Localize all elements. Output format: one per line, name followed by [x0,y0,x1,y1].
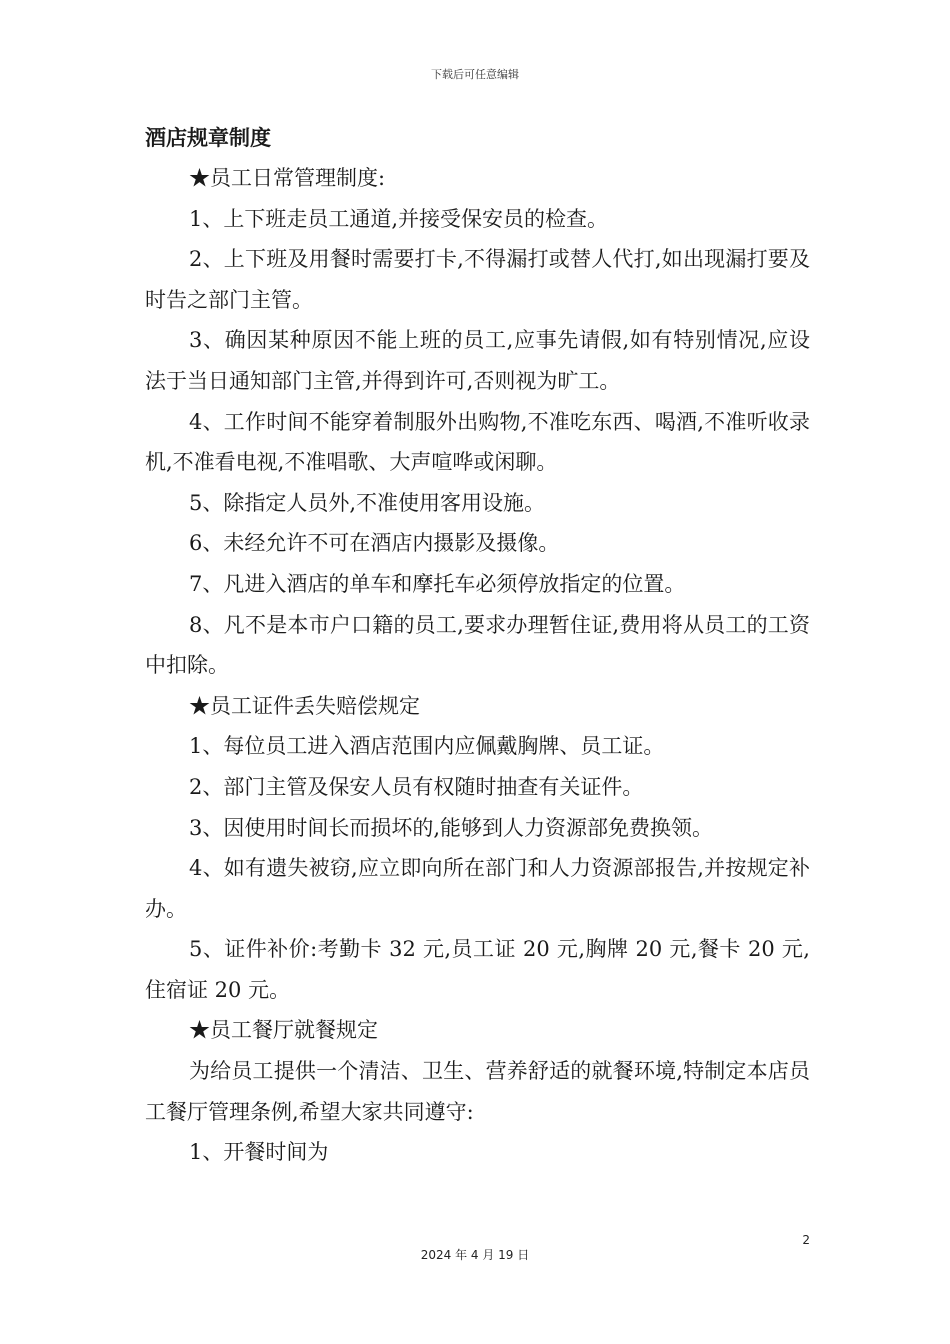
rule-item: 3、确因某种原因不能上班的员工,应事先请假,如有特别情况,应设法于当日通知部门主管,并得到许可,否则视为旷工。 [145,328,810,393]
page-header: 下载后可任意编辑 [431,68,519,81]
rule-item: 4、工作时间不能穿着制服外出购物,不准吃东西、喝酒,不准听收录机,不准看电视,不准唱歌、大声喧哗或闲聊。 [145,409,810,475]
page-number: 2 [802,1233,810,1247]
section-heading-daily-management: ★员工日常管理制度: [189,166,386,190]
rule-item: 2、部门主管及保安人员有权随时抽查有关证件。 [189,774,644,799]
rule-item: 5、除指定人员外,不准使用客用设施。 [189,490,546,515]
rule-item: 5、证件补价:考勤卡 32 元,员工证 20 元,胸牌 20 元,餐卡 20 元,住宿证 20 元。 [145,937,810,1002]
section-heading-canteen: ★员工餐厅就餐规定 [189,1018,378,1043]
rule-item: 8、凡不是本市户口籍的员工,要求办理暂住证,费用将从员工的工资中扣除。 [145,612,810,678]
rule-item: 3、因使用时间长而损坏的,能够到人力资源部免费换领。 [189,815,714,840]
document-body [145,118,810,1173]
rule-item: 1、每位员工进入酒店范围内应佩戴胸牌、员工证。 [189,734,665,759]
rule-item: 1、开餐时间为 [189,1140,329,1165]
document-title: 酒店规章制度 [145,126,271,150]
rule-item: 为给员工提供一个清洁、卫生、营养舒适的就餐环境,特制定本店员工餐厅管理条例,希望大家共同遵守: [145,1059,810,1124]
page-footer-date: 2024 年 4 月 19 日 [420,1248,530,1262]
rule-item: 7、凡进入酒店的单车和摩托车必须停放指定的位置。 [189,571,686,596]
rule-item: 6、未经允许不可在酒店内摄影及摄像。 [189,531,560,556]
section-heading-id-loss: ★员工证件丢失赔偿规定 [189,693,420,718]
rule-item: 1、上下班走员工通道,并接受保安员的检查。 [189,206,609,231]
rule-item: 2、上下班及用餐时需要打卡,不得漏打或替人代打,如出现漏打要及时告之部门主管。 [145,247,810,312]
rule-item: 4、如有遗失被窃,应立即向所在部门和人力资源部报告,并按规定补办。 [145,856,810,921]
